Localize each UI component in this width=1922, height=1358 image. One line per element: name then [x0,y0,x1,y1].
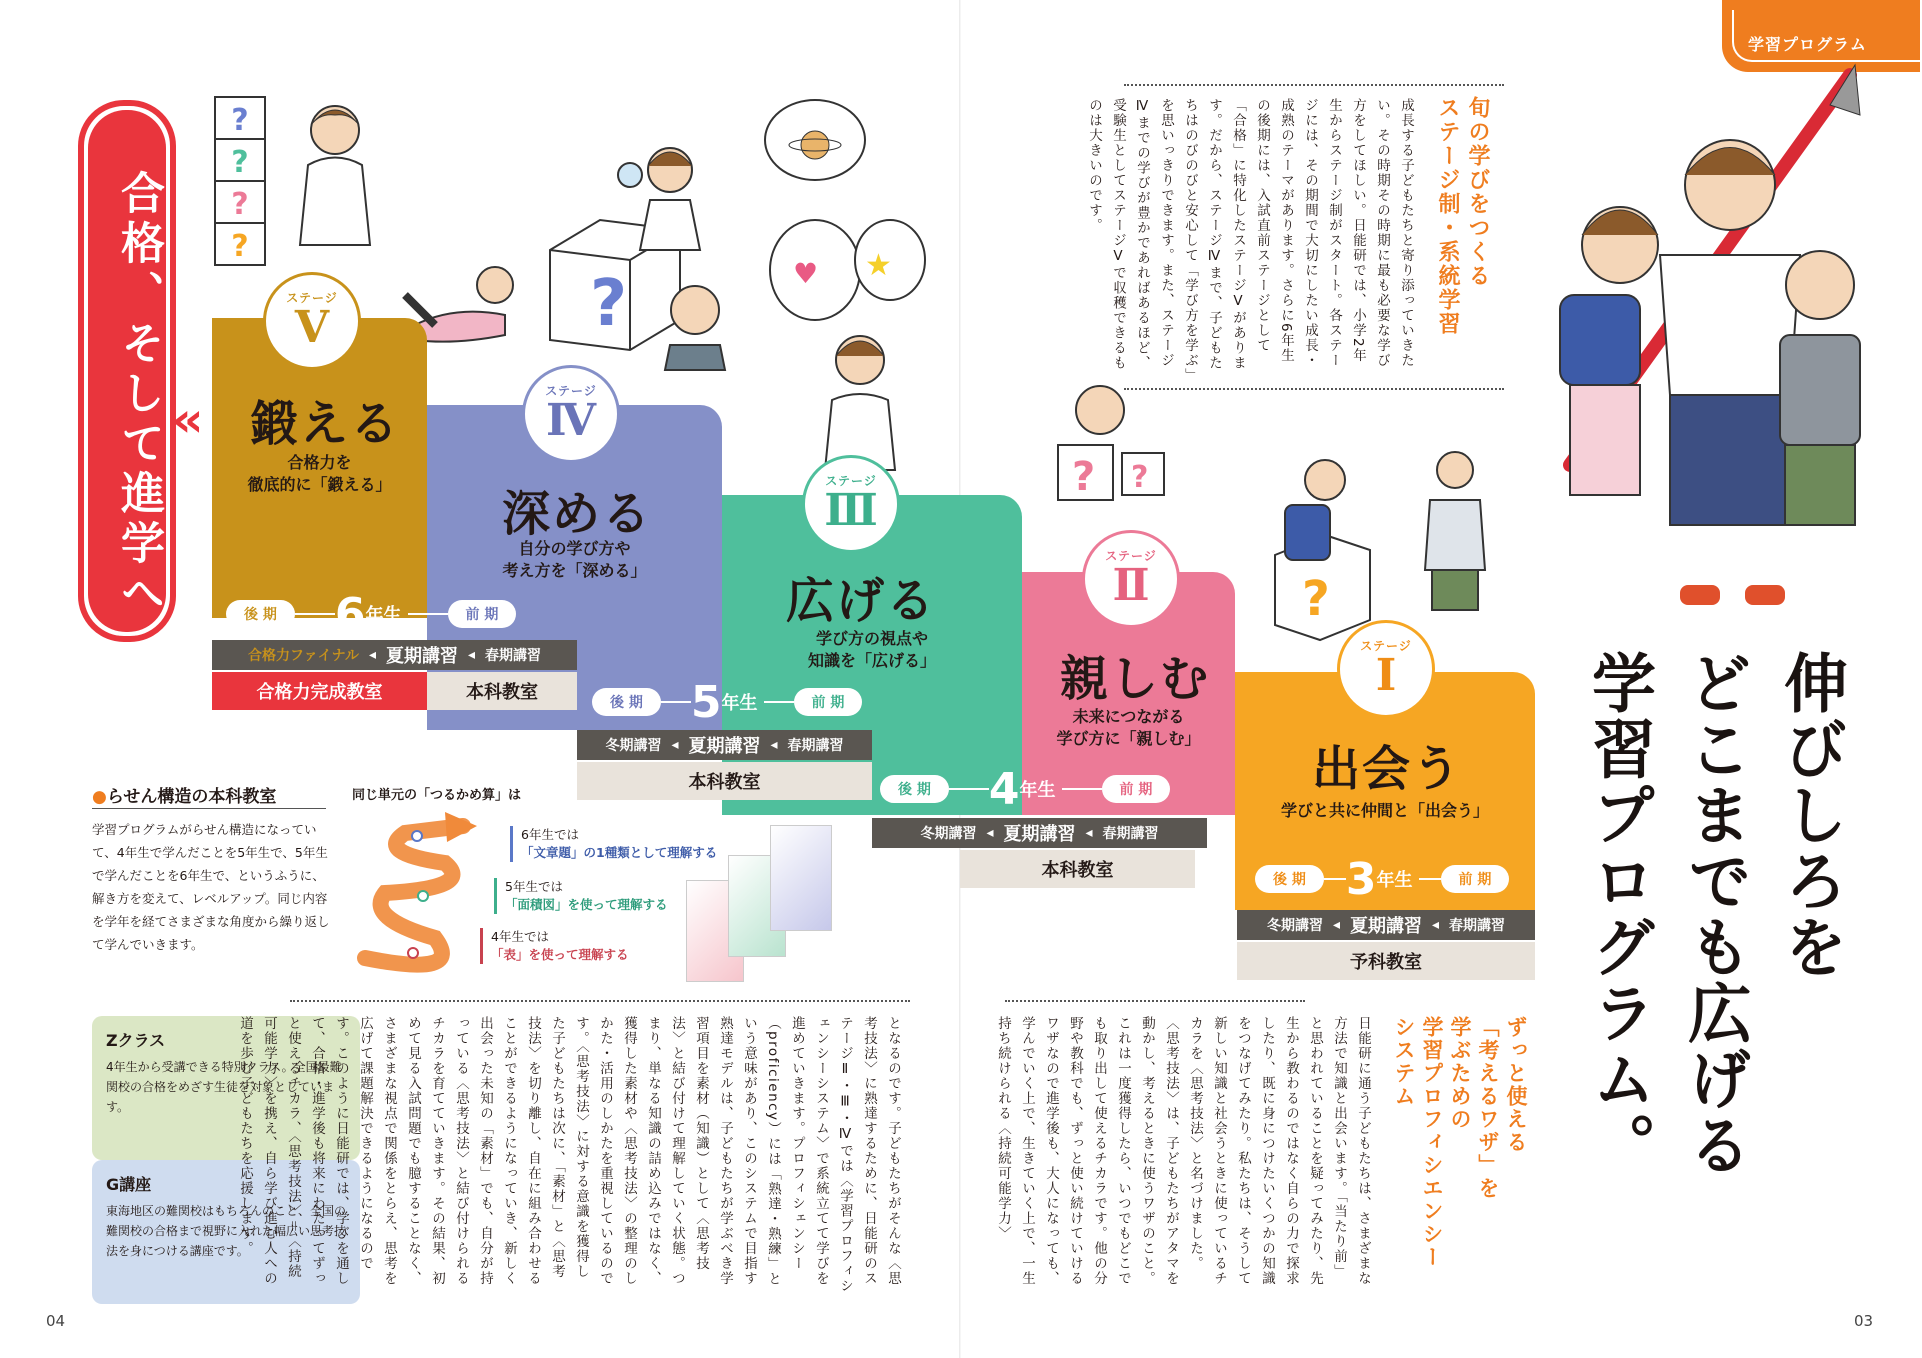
svg-text:?: ? [1302,571,1330,627]
stage-5-description: 合格力を 徹底的に「鍛える」 [247,453,392,494]
divider [1124,84,1504,86]
term-early: 前 期 [794,688,863,716]
course-row-5: 冬期講習 ◂ 夏期講習 ◂ 春期講習 [577,730,872,760]
main-title-line: 伸びしろを [1773,650,1847,980]
divider [290,1000,910,1002]
year-row-3 [1255,853,1525,905]
spiral-level-4: 4年生では 「表」を使って理解する [480,928,629,964]
course-label[interactable]: 冬期講習 [1266,918,1323,934]
main-title-line: どこまでも広げる [1677,650,1751,1178]
stage-2-title: 親しむ [1060,651,1211,707]
course-label[interactable]: 冬期講習 [920,826,977,842]
stage-3-title: 広げる [786,573,937,629]
grade-unit: 年生 [365,605,402,626]
page-number-left: 04 [46,1312,66,1330]
spiral-body: 学習プログラムがらせん構造になっていて、4年生で学んだことを5年生で、5年生で学んだことを6年生で、というふうに、解き方を変えて、レベルアップ。同じ内容を学年を経てさまざまな角度から繰り返して学んでいきます。 [92,822,330,952]
spiral-arrow-icon [345,808,485,978]
svg-text:?: ? [231,187,249,222]
course-row-4: 冬期講習 ◂ 夏期講習 ◂ 春期講習 [872,818,1207,848]
divider [1124,388,1504,390]
class-box-honka[interactable]: 本科教室 [427,672,577,710]
year-row-5 [592,676,922,728]
grade-number: 3 [1345,853,1377,905]
stage-1-title: 出会う [1312,741,1463,797]
class-box-final[interactable]: 合格力完成教室 [212,672,427,710]
term-late: 後 期 [1255,865,1324,893]
svg-text:♥: ♥ [793,257,819,290]
shun-heading: 旬の学びをつくる ステージ制・系統学習 [1435,96,1490,336]
girl-backpack-illustration [1270,450,1380,570]
shun-body: 成長する子どもたちと寄り添っていきたい。その時期その時期に最も必要な学び方をしてほしい。日能研では、小学2年生からステージ制がスタート。各ステージには、その期間で大切にしたい成長・成熟のテーマがあります。さらに6年生の後期には、入試直前ステージとして「合格」に特化したステージⅤがあります。だから、ステージⅣまで、子どもたちはのびのびと安心して「学び方を学ぶ」を思いっきりできます。また、ステージⅣまでの学びが豊かであればあるほど、受験生としてステージⅤで収穫できるものは大きいのです。 [1086,98,1414,377]
thought-bubble-planet-illustration [760,95,870,185]
boy-writing-illustration [280,95,390,255]
stage-4-description: 自分の学び方や 考え方を「深める」 [502,539,647,580]
course-label[interactable]: 冬期講習 [605,738,662,754]
stage-4-title: 深める [502,486,653,542]
stage-3-badge: ステージ Ⅲ [802,455,900,553]
page-number-right: 03 [1854,1312,1874,1330]
stage-2-description: 未来につながる 学び方に「親しむ」 [1056,707,1201,748]
spiral-caption: 同じ単元の「つるかめ算」は [352,788,522,803]
course-row-3: 冬期講習 ◂ 夏期講習 ◂ 春期講習 [1237,910,1535,940]
grade-unit: 年生 [1376,870,1413,891]
term-late: 後 期 [226,600,295,628]
course-label[interactable]: 夏期講習 [386,646,459,667]
grade-unit: 年生 [1019,780,1056,801]
term-early: 前 期 [448,600,517,628]
term-late: 後 期 [880,775,949,803]
stage-5-title: 鍛える [250,396,401,452]
class-box-yoka[interactable]: 予科教室 [1237,942,1535,980]
spiral-level-6: 6年生では 「文章題」の1種類として理解する [510,826,717,862]
stage-2-badge: ステージ Ⅱ [1082,530,1180,628]
g-course-body: 東海地区の難関校はもちろんのこと、全国の難関校の合格まで視野に入れた幅広い思考技法を身につける講座です。 [106,1204,347,1258]
divider [92,808,326,809]
course-label[interactable]: 合格力ファイナル [247,648,359,664]
term-early: 前 期 [1102,775,1171,803]
course-label[interactable]: 夏期講習 [688,736,761,757]
course-label[interactable]: 春期講習 [485,648,542,664]
spiral-level-5: 5年生では 「面積図」を使って理解する [494,878,668,914]
svg-text:?: ? [590,267,628,341]
section-tab[interactable] [1722,0,1920,72]
spiral-heading: ●らせん構造の本科教室 [92,787,277,807]
course-label[interactable]: 春期講習 [1449,918,1506,934]
course-row-6: 合格力ファイナル ◂ 夏期講習 ◂ 春期講習 [212,640,577,670]
side-banner [78,100,176,642]
girl-question-cards-illustration [1030,375,1170,525]
chevron-left-icon: ‹‹ [172,392,196,448]
stage-4-badge: ステージ Ⅳ [522,365,620,463]
svg-text:?: ? [231,103,249,138]
term-early: 前 期 [1441,865,1510,893]
grade-unit: 年生 [721,693,758,714]
stage-1-description: 学びと共に仲間と「出会う」 [1280,801,1489,820]
left-article: となるのです。子どもたちがそんな〈思考技法〉に熟達するために、日能研のステージⅡ・Ⅲ・Ⅳでは〈学習プロフィシェンシーシステム〉で系統立てて学びを進めていきます。プロフィシェンシー（proficiency）には「熟達・熟練」という意味があり、このシステムで目指す熟達モデルは、子どもたちが学ぶべき学習項目を素材（知識）として〈思考技法〉と結び付けて理解していく状態。つまり、単なる知識の詰め込みではなく、獲得した素材や〈思考技法〉の整理のしかた・活用のしかたを重視しているのです。〈思考技法〉に対する意識を獲得した子どもたちは次に、「素材」と〈思考技法〉を切り離し、自在に組み合わせることができるようになっていき、新しく出会った未知の「素材」でも、自分が持っている〈思考技法〉と結び付けられるチカラを育てていきます。その結果、初めて見る入試問題でも臆することなく、さまざまな視点で関係をとらえ、思考を広げて課題解決できるようになるのです。このように日能研では、学びを通して、合格・進学後も将来にわたってずっと使えるチカラ、〈思考技法〉＝〈持続可能学力〉を携え、自ら学び進む人への道を歩む子どもたちを応援します。 [237,1016,901,1294]
main-title-line: 学習プログラム。 [1581,650,1655,1178]
textbook-image [770,825,832,931]
term-late: 後 期 [592,688,661,716]
thought-bubble-heart-star-illustration [765,215,925,335]
bullet-icon: ● [92,787,107,807]
stage-5-badge: ステージ Ⅴ [263,272,361,370]
z-class-body: 4年生から受講できる特別クラス。全国最難関校の合格をめざす生徒を対象としています。 [106,1060,342,1114]
side-banner-text: 合格、そして進学へ [113,170,164,620]
divider [1005,1000,1305,1002]
svg-text:?: ? [231,145,249,180]
year-row-6 [226,588,576,640]
svg-text:?: ? [231,229,249,264]
grade-number: 6 [334,588,366,640]
course-label[interactable]: 夏期講習 [1003,824,1076,845]
proficiency-heading: ずっと使える 「考えるワザ」を 学ぶための 学習プロフィシエンシー システム [1392,1016,1528,1269]
class-box-honka[interactable]: 本科教室 [960,850,1195,888]
svg-text:?: ? [1131,460,1149,495]
section-tab-label: 学習プログラム [1748,35,1867,54]
grade-number: 5 [690,676,722,728]
course-label[interactable]: 夏期講習 [1350,916,1422,937]
grade-number: 4 [988,763,1020,815]
stage-3-description: 学び方の視点や 知識を「広げる」 [807,629,936,670]
g-course-title: G講座 [106,1175,152,1194]
proficiency-body: 日能研に通う子どもたちは、さまざまな方法で知識と出会います。「当たり前」と思われていることを疑ってみたり、先生から教わるのではなく自らの力で探求したり、既に身につけたいくつかの知識をつなげてみたり。私たちは、そうして新しい知識と社会うときに使っているチカラを〈思考技法〉と名づけました。〈思考技法〉は、子どもたちがアタマを動かし、考えるときに使うワザのこと。これは一度獲得したら、いつでもどこでも取り出して使えるチカラです。他の分野や教科でも、ずっと使い続けていけるワザなので進学後も、大人になっても、学んでいく上で、生きていく上で、一生持ち続けられる〈持続可能学力〉 [995,1016,1371,1286]
svg-text:?: ? [1072,454,1096,500]
stage-1-badge: ステージ Ⅰ [1337,620,1435,718]
boys-with-backpacks-illustration [1410,440,1500,640]
z-class-title: Zクラス [106,1031,166,1050]
year-row-4 [880,763,1220,815]
main-title [1570,650,1858,1290]
course-label[interactable]: 春期講習 [1102,826,1159,842]
boy-magnifier-illustration [610,130,730,370]
class-box-honka[interactable]: 本科教室 [577,762,872,800]
course-label[interactable]: 春期講習 [787,738,844,754]
svg-text:★: ★ [865,248,892,283]
three-kids-pen-illustration [1530,65,1870,635]
